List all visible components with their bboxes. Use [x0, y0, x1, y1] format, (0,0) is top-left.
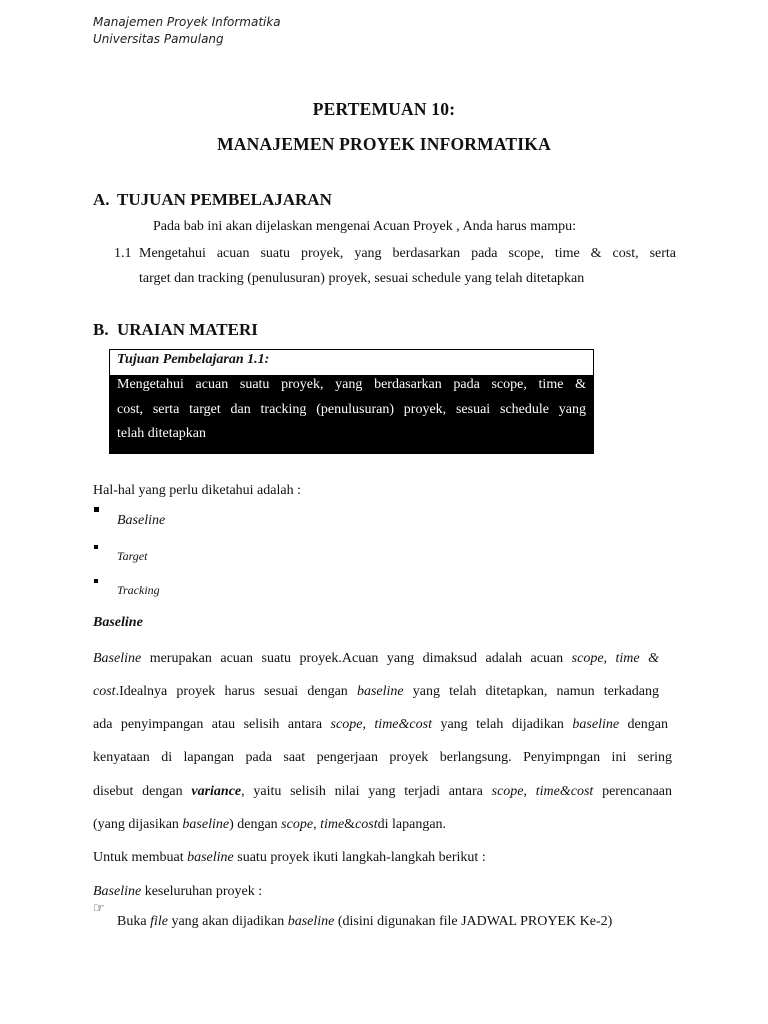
- box-line-3: telah ditetapkan: [117, 426, 207, 441]
- page-title-meeting: PERTEMUAN 10:: [312, 99, 456, 119]
- paragraph-line-6: (yang dijasikan baseline) dengan scope, time&costdi lapangan.: [93, 817, 447, 832]
- bullet-square-icon: [94, 545, 98, 549]
- objective-line-1: Mengetahui acuan suatu proyek, yang berdasarkan pada scope, time & cost, serta: [139, 246, 676, 261]
- baseline-heading: Baseline: [93, 615, 143, 630]
- paragraph-line-5: disebut dengan variance, yaitu selisih nilai yang terjadi antara scope, time&cost perencanaan: [93, 784, 673, 799]
- box-line-2: cost, serta target dan tracking (penulusuran) proyek, sesuai schedule yang: [117, 402, 586, 417]
- paragraph-line-2: cost.Idealnya proyek harus sesuai dengan baseline yang telah ditetapkan, namun terkadang: [93, 684, 659, 699]
- section-b-title: URAIAN MATERI: [117, 320, 258, 339]
- bullet-square-icon: [94, 507, 99, 512]
- paragraph-line-4: kenyataan di lapangan pada saat pengerjaan proyek berlangsung. Penyimpngan ini sering: [93, 750, 672, 765]
- section-b-heading: [93, 320, 258, 340]
- section-a-title: TUJUAN PEMBELAJARAN: [117, 190, 332, 209]
- step-1-text: Buka file yang akan dijadikan baseline (disini digunakan file JADWAL PROYEK Ke-2): [117, 914, 613, 929]
- paragraph-line-3: ada penyimpangan atau selisih antara scope, time&cost yang telah dijadikan baseline dengan: [93, 717, 668, 732]
- steps-intro: Untuk membuat baseline suatu proyek ikuti langkah-langkah berikut :: [93, 850, 486, 865]
- baseline-overall-label: Baseline keseluruhan proyek :: [93, 884, 263, 899]
- box-body: [110, 375, 593, 453]
- box-title: Tujuan Pembelajaran 1.1:: [117, 352, 270, 367]
- learning-objective-box: [109, 349, 594, 454]
- section-a-heading: [93, 190, 332, 210]
- page-title-course: MANAJEMEN PROYEK INFORMATIKA: [217, 134, 551, 154]
- bullet-target: Target: [117, 549, 148, 563]
- bullet-tracking: Tracking: [117, 583, 160, 597]
- section-a-intro: Pada bab ini akan dijelaskan mengenai Acuan Proyek , Anda harus mampu:: [153, 219, 577, 234]
- list-intro: Hal-hal yang perlu diketahui adalah :: [93, 483, 301, 498]
- header-course: Manajemen Proyek Informatika: [93, 15, 281, 29]
- bullet-square-icon: [94, 579, 98, 583]
- header-university: Universitas Pamulang: [93, 32, 224, 46]
- bullet-baseline: Baseline: [117, 513, 166, 528]
- box-line-1: Mengetahui acuan suatu proyek, yang berdasarkan pada scope, time &: [117, 377, 586, 392]
- paragraph-line-1: Baseline merupakan acuan suatu proyek.Acuan yang dimaksud adalah acuan scope, time &: [93, 651, 659, 666]
- objective-line-2: target dan tracking (penulusuran) proyek, sesuai schedule yang telah ditetapkan: [139, 271, 585, 286]
- section-a-letter: A.: [93, 190, 110, 209]
- objective-number: 1.1: [114, 246, 132, 261]
- pointing-hand-icon: ☞: [93, 901, 105, 916]
- section-b-letter: B.: [93, 320, 109, 339]
